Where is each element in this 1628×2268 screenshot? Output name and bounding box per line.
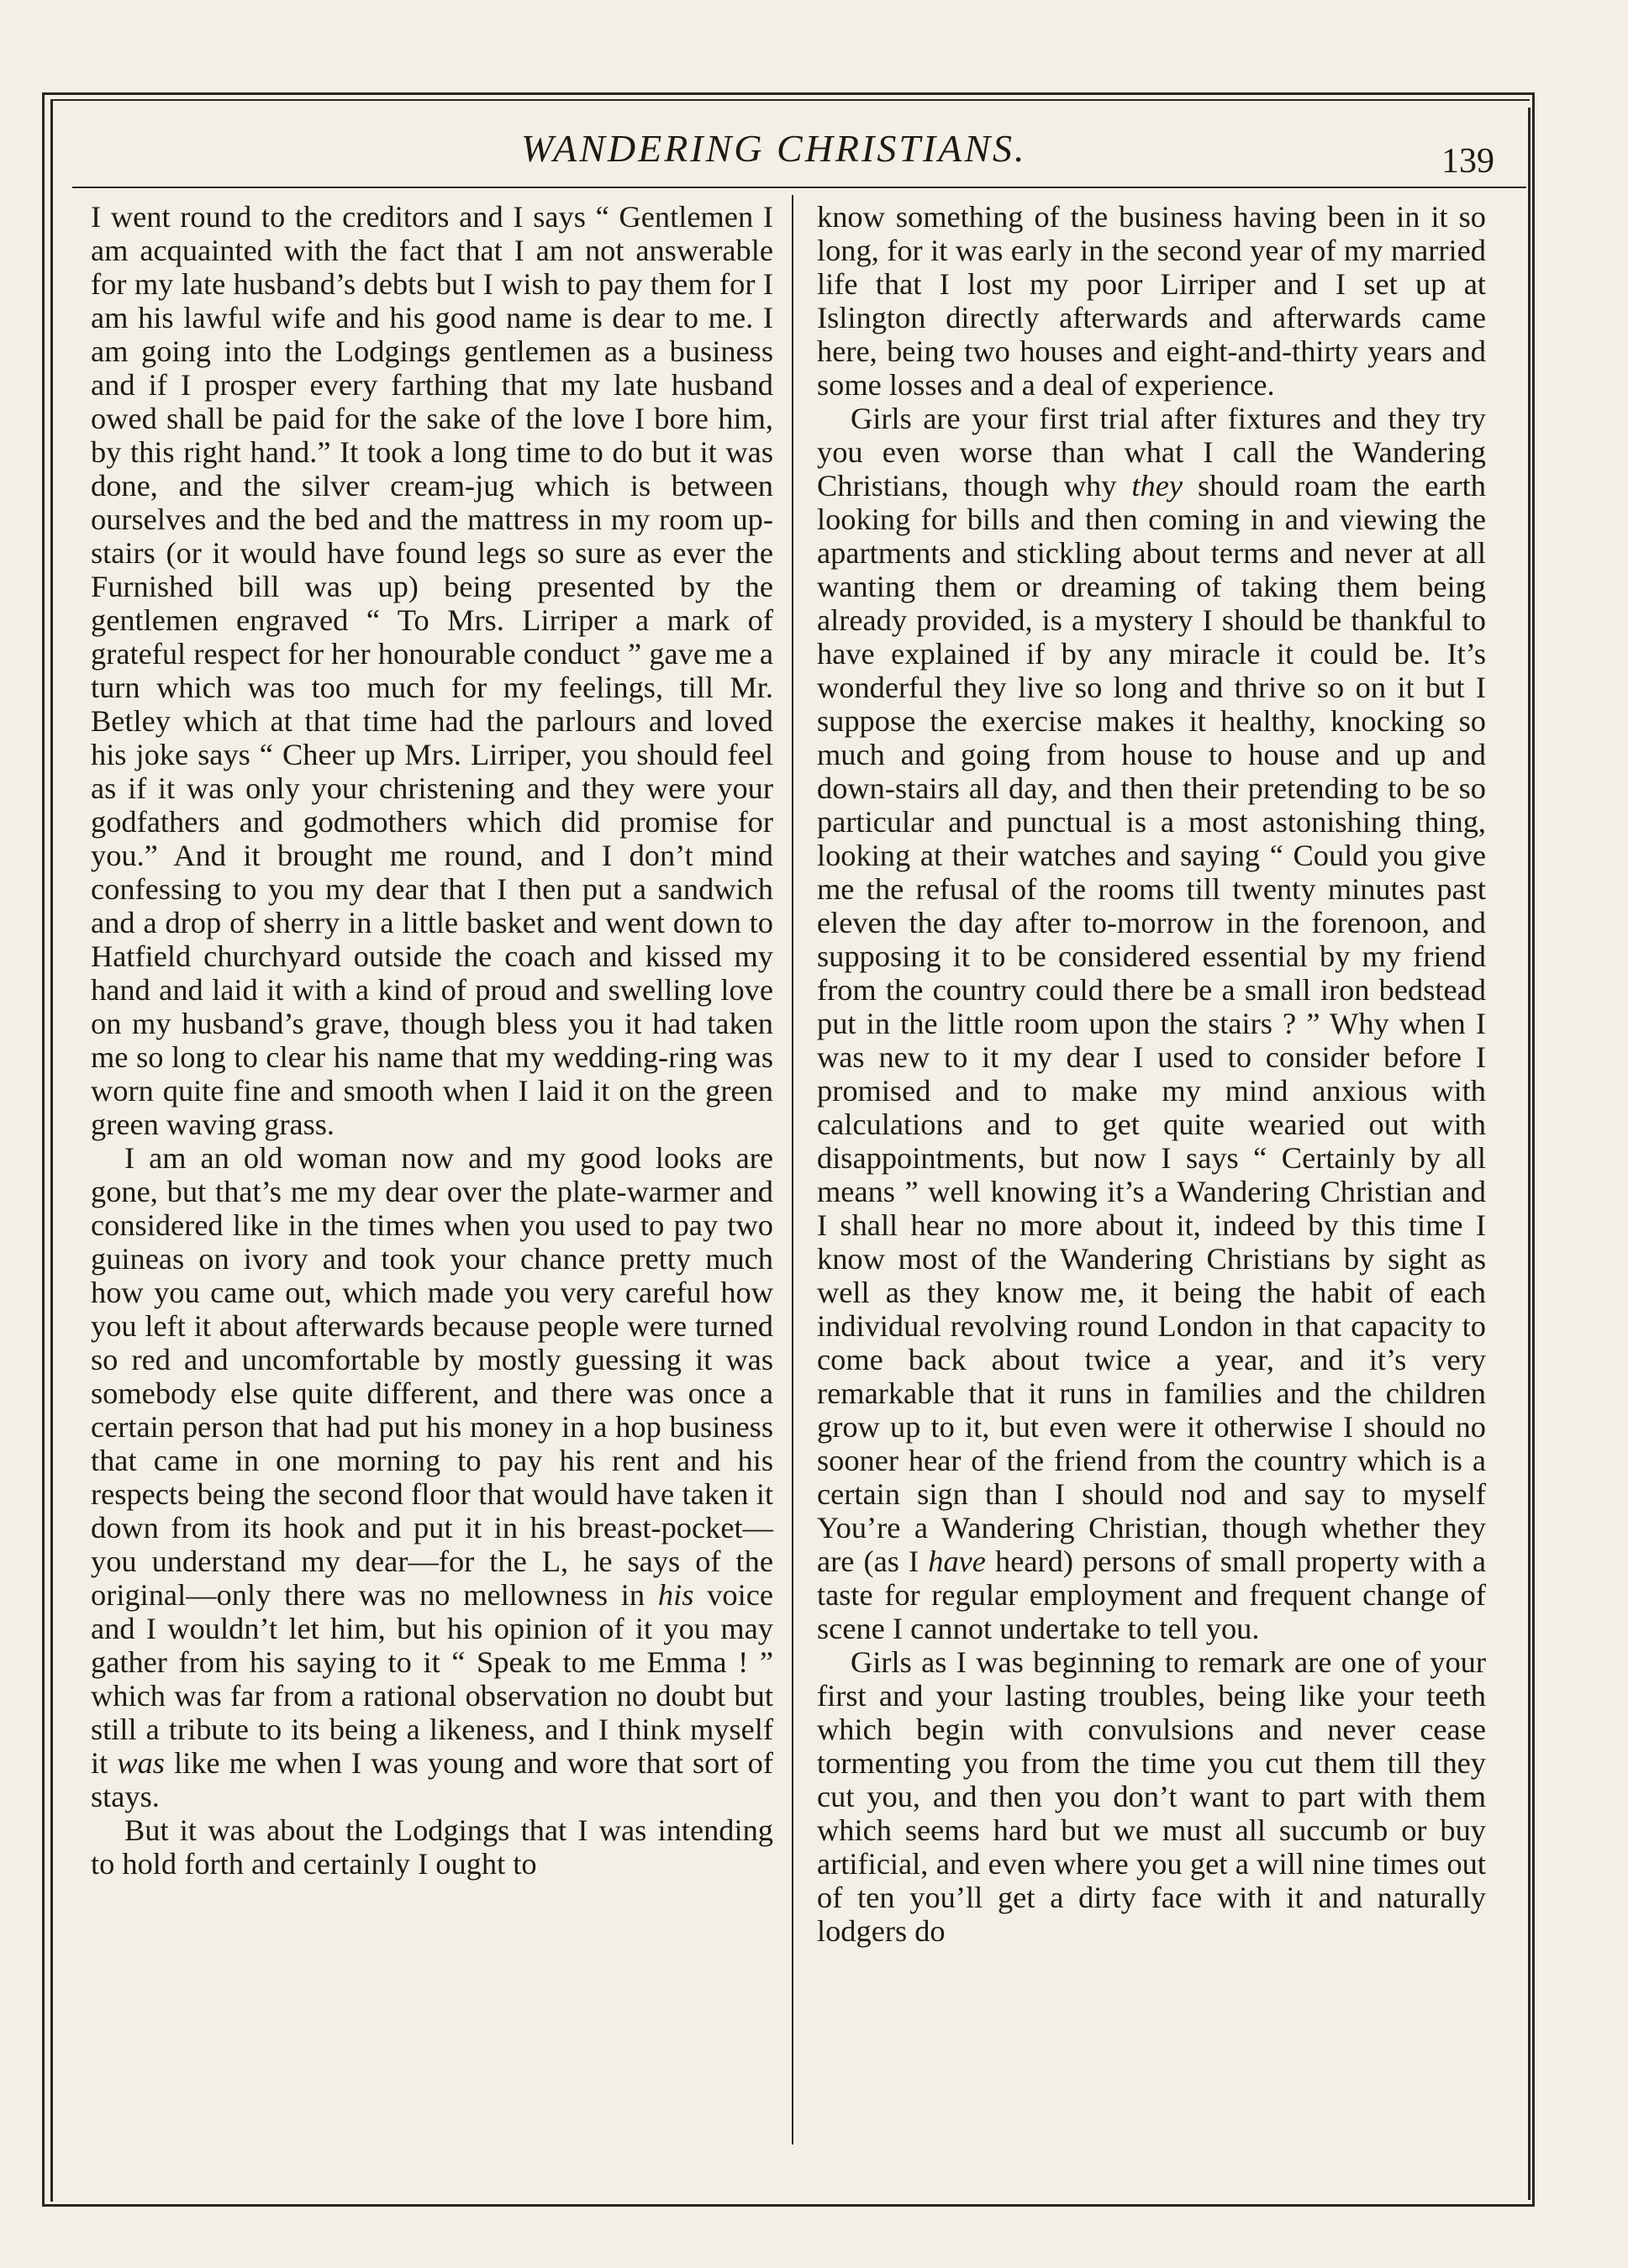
running-head: WANDERING CHRISTIANS.	[521, 127, 1027, 170]
left-column	[91, 200, 773, 1881]
text-run: I am an old woman now and my good looks are gone, but that’s me my dear over the plate-warmer and considered like in the times when you used to pay two guineas on ivory and took your chance pretty much how you came out, which made you very careful how you left it about afterwards because people were turned so red and uncomfortable by mostly guessing it was somebody else quite different, and there was once a certain person that had put his money in a hop business that came in one morning to pay his rent and his respects being the second floor that would have taken it down from its hook and put it in his breast-pocket—you understand my dear—for the L, he says of the original—only there was no mellowness in	[91, 1141, 773, 1612]
paragraph: know something of the business having been in it so long, for it was early in the second year of my married life that I lost my poor Lirriper and I set up at Islington directly afterwards and afterwards came here, being two houses and eight-and-thirty years and some losses and a deal of experience.	[817, 200, 1486, 402]
text-run: Girls are your first trial after fixtures and they try you even worse than what I call the Wandering Christians, though why	[817, 402, 1486, 503]
paragraph: I went round to the creditors and I says “ Gentlemen I am acquainted with the fact that I am not answerable for my late husband’s debts but I wish to pay them for I am his lawful wife and his good name is dear to me. I am going into the Lodgings gentlemen as a business and if I prosper every farthing that my late husband owed shall be paid for the sake of the love I bore him, by this right hand.” It took a long time to do but it was done, and the silver cream-jug which is between ourselves and the bed and the mattress in my room up-stairs (or it would have found legs so sure as ever the Furnished bill was up) being presented by the gentlemen engraved “ To Mrs. Lirriper a mark of grateful respect for her honourable conduct ” gave me a turn which was too much for my feelings, till Mr. Betley which at that time had the parlours and loved his joke says “ Cheer up Mrs. Lirriper, you should feel as if it was only your christening and they were your godfathers and godmothers which did promise for you.” And it brought me round, and I don’t mind confessing to you my dear that I then put a sandwich and a drop of sherry in a little basket and went down to Hatfield churchyard outside the coach and kissed my hand and laid it with a kind of proud and swelling love on my husband’s grave, though bless you it had taken me so long to clear his name that my wedding-ring was worn quite fine and smooth when I laid it on the green green waving grass.	[91, 200, 773, 1141]
text-run: like me when I was young and wore that sort of stays.	[91, 1746, 773, 1813]
border-rule-top	[50, 99, 1530, 101]
paragraph	[91, 1141, 773, 1813]
italic-word: they	[1131, 469, 1183, 503]
italic-word: his	[657, 1578, 694, 1612]
paragraph: But it was about the Lodgings that I was intending to hold forth and certainly I ought to	[91, 1813, 773, 1881]
text-run: heard) persons of small property with a taste for regular employment and frequent change of scene I cannot undertake to tell you.	[817, 1544, 1487, 1645]
header-rule	[72, 187, 1526, 188]
border-rule-left	[50, 99, 53, 2202]
border-rule-right	[1528, 108, 1531, 2200]
text-run: voice and I wouldn’t let him, but his opinion of it you may gather from his saying to it “ Speak to me Emma ! ” which was far from a rational observation no doubt but still a tribute to its being a likeness, and I think myself it	[91, 1578, 773, 1780]
italic-word: was	[117, 1746, 165, 1780]
italic-word: have	[928, 1544, 986, 1578]
paragraph	[817, 402, 1486, 1645]
page-number: 139	[1441, 142, 1494, 181]
text-run: should roam the earth looking for bills and then coming in and viewing the apartments and stickling about terms and never at all wanting them or dreaming of taking them being already provided, is a mystery I should be thankful to have explained if by any miracle it could be. It’s wonderful they live so long and thrive so on it but I suppose the exercise makes it healthy, knocking so much and going from house to house and up and down-stairs all day, and then their pretending to be so particular and punctual is a most astonishing thing, looking at their watches and saying “ Could you give me the refusal of the rooms till twenty minutes past eleven the day after to-morrow in the forenoon, and supposing it to be considered essential by my friend from the country could there be a small iron bedstead put in the little room upon the stairs ? ” Why when I was new to it my dear I used to consider before I promised and to make my mind anxious with calculations and to get quite wearied out with disappointments, but now I says “ Certainly by all means ” well knowing it’s a Wandering Christian and I shall hear no more about it, indeed by this time I know most of the Wandering Christians by sight as well as they know me, it being the habit of each individual revolving round London in that capacity to come back about twice a year, and it’s very remarkable that it runs in families and the children grow up to it, but even were it otherwise I should no sooner hear of the friend from the country which is a certain sign than I should nod and say to myself You’re a Wandering Christian, though whether they are (as I	[817, 469, 1486, 1578]
right-column	[817, 200, 1486, 1948]
column-divider	[792, 195, 793, 2144]
paragraph: Girls as I was beginning to remark are one of your first and your lasting troubles, being like your teeth which begin with convulsions and never cease tormenting you from the time you cut them till they cut you, and then you don’t want to part with them which seems hard but we must all succumb or buy artificial, and even where you get a will nine times out of ten you’ll get a dirty face with it and naturally lodgers do	[817, 1645, 1486, 1948]
